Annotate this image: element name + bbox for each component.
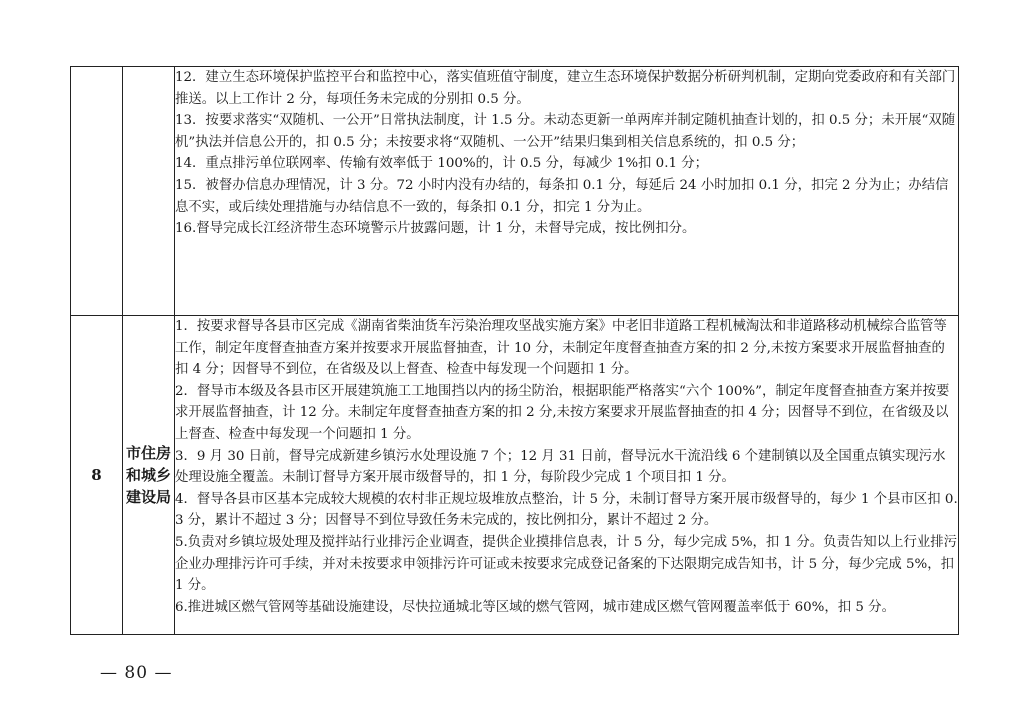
criteria-item: 3．9 月 30 日前，督导完成新建乡镇污水处理设施 7 个；12 月 31 日前，督导沅水干流沿线 6 个建制镇以及全国重点镇实现污水处理设施全覆盖。未制订督导方案开展市级督导的，扣 1 分，每阶段少完成 1 个项目扣 1 分。: [175, 448, 946, 486]
criteria-item: 13．按要求落实“双随机、一公开”日常执法制度，计 1.5 分。未动态更新一单两库并制定随机抽查计划的，扣 0.5 分；未开展“双随机”执法并信息公开的，扣 0.5 分；未按要求将“双随机、一公开”结果归集到相关信息系统的，扣 0.5 分；: [175, 113, 956, 150]
page-number: — 80 —: [100, 663, 173, 683]
scoring-table: [70, 66, 959, 635]
criteria-item: 1．按要求督导各县市区完成《湖南省柴油货车污染治理攻坚战实施方案》中老旧非道路工程机械淘汰和非道路移动机械综合监管等工作，制定年度督查抽查方案并按要求开展监督抽查，计 10 分，未制定年度督查抽查方案的扣 2 分,未按方案要求开展监督抽查的扣 4 分；因督导不到位，在省级及以上督查、检查中每发现一个问题扣 1 分。: [175, 319, 947, 378]
criteria-item: 14．重点排污单位联网率、传输有效率低于 100%的，计 0.5 分，每减少 1%扣 0.1 分；: [175, 156, 709, 172]
row-number-cell: 8: [71, 316, 123, 635]
table-row: [71, 316, 959, 635]
row-number-cell: [71, 67, 123, 316]
criteria-cell: [175, 67, 959, 316]
criteria-item: 15．被督办信息办理情况，计 3 分。72 小时内没有办结的，每条扣 0.1 分，每延后 24 小时加扣 0.1 分，扣完 2 分为止；办结信息不实，或后续处理措施与办结信息不一致的，每条扣 0.1 分，扣完 1 分为止。: [175, 177, 949, 215]
department-cell: 市住房和城乡建设局: [123, 316, 175, 635]
criteria-item: 16.督导完成长江经济带生态环境警示片披露问题，计 1 分，未督导完成，按比例扣分。: [175, 221, 696, 237]
criteria-item: 5.负责对乡镇垃圾处理及搅拌站行业排污企业调查，提供企业摸排信息表，计 5 分，每少完成 5%，扣 1 分。负责告知以上行业排污企业办理排污许可手续，并对未按要求申领排污许可证或未按要求完成登记备案的下达限期完成告知书，计 5 分，每少完成 5%，扣 1 分。: [175, 534, 958, 594]
table-row: [71, 67, 959, 316]
criteria-item: 4．督导各县市区基本完成较大规模的农村非正规垃圾堆放点整治，计 5 分，未制订督导方案开展市级督导的，每少 1 个县市区扣 0.3 分，累计不超过 3 分；因督导不到位导致任务未完成的，按比例扣分，累计不超过 2 分。: [175, 491, 958, 529]
criteria-item: 6.推进城区燃气管网等基础设施建设，尽快拉通城北等区域的燃气管网，城市建成区燃气管网覆盖率低于 60%，扣 5 分。: [175, 599, 895, 615]
criteria-item: 12．建立生态环境保护监控平台和监控中心，落实值班值守制度，建立生态环境保护数据分析研判机制，定期向党委政府和有关部门推送。以上工作计 2 分，每项任务未完成的分别扣 0.5 分。: [175, 70, 956, 107]
department-cell: [123, 67, 175, 316]
criteria-cell: [175, 316, 959, 635]
criteria-item: 2．督导市本级及各县市区开展建筑施工工地围挡以内的扬尘防治，根据职能严格落实“六个 100%”，制定年度督查抽查方案并按要求开展监督抽查，计 12 分。未制定年度督查抽查方案的扣 2 分,未按方案要求开展监督抽查的扣 4 分；因督导不到位，在省级及以上督查、检查中每发现一个问题扣 1 分。: [175, 383, 950, 442]
